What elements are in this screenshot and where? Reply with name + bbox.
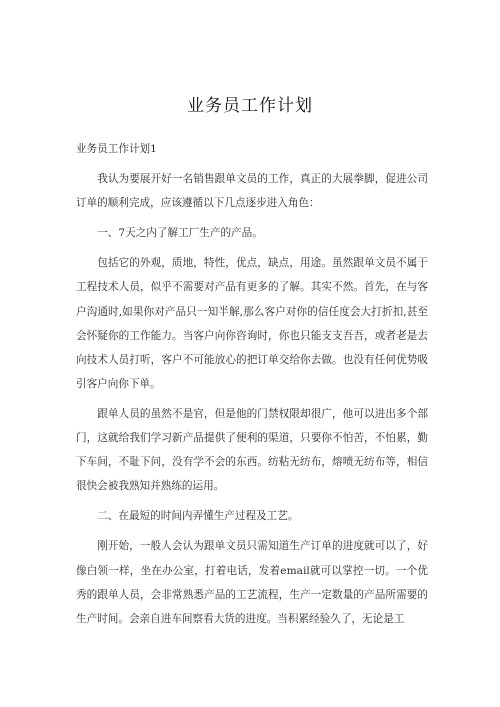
paragraph-intro: 我认为要展开好一名销售跟单文员的工作，真正的大展拳脚，促进公司订单的顺利完成，应该遵循以下几点逐步进入角色： bbox=[76, 173, 428, 210]
section-label: 业务员工作计划1 bbox=[76, 143, 157, 155]
paragraph-process-knowledge: 刚开始，一般人会认为跟单文员只需知道生产订单的进度就可以了，好像白领一样，坐在办公室，打着电话，发着email就可以掌控一切。一个优秀的跟单人员，会非常熟悉产品的工艺流程，生产一定数量的产品所需要的生产时间。会亲自进车间察看大货的进度。当积累经验久了，无论是工 bbox=[76, 540, 428, 625]
document-body bbox=[76, 137, 428, 637]
paragraph-point-two-heading: 二、在最短的时间内弄懂生产过程及工艺。 bbox=[97, 510, 299, 523]
paragraph-access-learning: 跟单人员的虽然不是官，但是他的门禁权限却很广，他可以进出多个部门，这就给我们学习新产品提供了便利的渠道，只要你不怕苦，不怕累，勤下车间，不耻下问，没有学不会的东西。纺粘无纺布，熔喷无纺布等，相信很快会被我熟知并熟练的运用。 bbox=[76, 407, 428, 493]
document-title: 业务员工作计划 bbox=[187, 96, 313, 116]
paragraph-product-knowledge: 包括它的外观，质地，特性，优点，缺点，用途。虽然跟单文员不属于工程技术人员，似乎不需要对产品有更多的了解。其实不然。首先，在与客户沟通时,如果你对产品只一知半解,那么客户对你的信任度会大打折扣,甚至会怀疑你的工作能力。当客户向你咨询时，你也只能支支吾吾，或者老是去向技术人员打听，客户不可能放心的把订单交给你去做。也没有任何优势吸引客户向你下单。 bbox=[76, 257, 428, 390]
paragraph-point-one-heading: 一、7天之内了解工厂生产的产品。 bbox=[97, 227, 263, 240]
